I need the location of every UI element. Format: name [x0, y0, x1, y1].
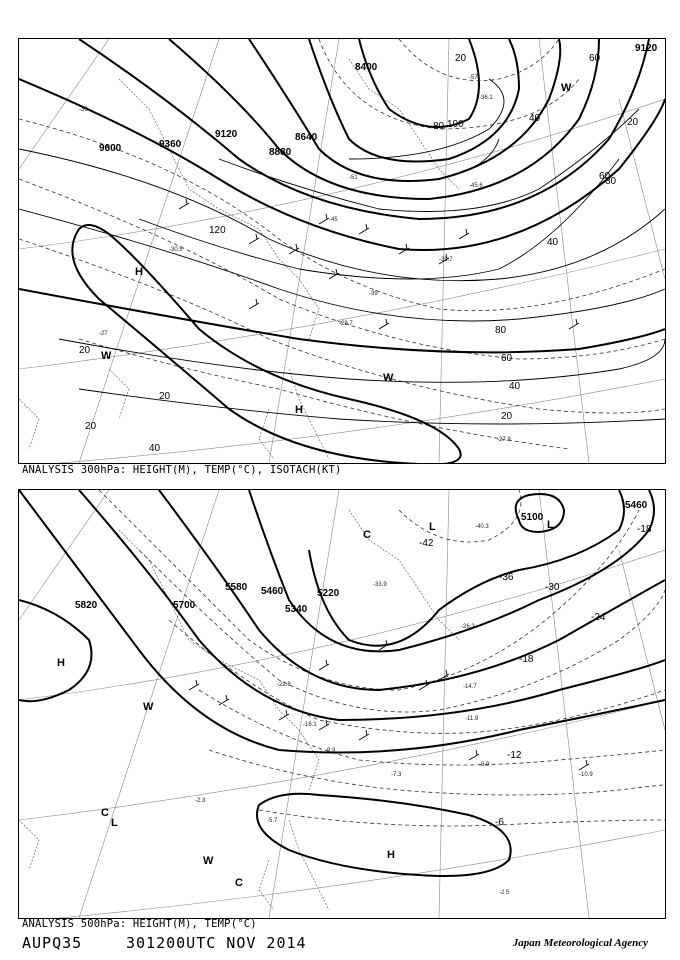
height-label-5460: 5460 [261, 586, 284, 597]
obs-temp-label: -10.9 [579, 772, 593, 778]
obs-temp-label: -5.7 [267, 818, 278, 824]
obs-temp-label: -11.9 [465, 716, 479, 722]
obs-temp-label: -9.9 [325, 748, 336, 754]
temp-label: -27.9 [497, 437, 511, 443]
temp-contours [19, 39, 665, 449]
height-label-5100: 5100 [521, 512, 544, 523]
height-label-5220: 5220 [317, 588, 340, 599]
low-center-marker: L [111, 817, 118, 829]
obs-temp-label: -33.9 [373, 582, 387, 588]
height-label-5340: 5340 [285, 604, 308, 615]
warm-center-marker: W [203, 855, 214, 867]
obs-temp-label: -2.5 [499, 890, 510, 896]
obs-temp-label: -14.7 [463, 684, 477, 690]
isotherm-label: -6 [495, 817, 504, 828]
isotach-label: 100 [447, 119, 464, 130]
isotach-label: 40 [509, 381, 521, 392]
isotach-label: 20 [455, 53, 467, 64]
map-300hpa-caption: ANALYSIS 300hPa: HEIGHT(M), TEMP(°C), ISOTACH(KT) [22, 464, 342, 476]
isotach-label: 80 [433, 121, 445, 132]
height-label-5460-ne: 5460 [625, 500, 648, 511]
high-center-marker: H [57, 657, 65, 669]
map-300hpa-canvas [19, 39, 665, 463]
isotach-label: 80 [605, 176, 617, 187]
low-center-marker: L [429, 521, 436, 533]
isotach-label: 60 [501, 353, 513, 364]
temp-label: -27 [99, 331, 108, 337]
isotherm-label: -36 [499, 572, 514, 583]
high-center-marker: H [387, 849, 395, 861]
temp-label: -45.6 [469, 183, 483, 189]
isotach-label: 20 [79, 345, 91, 356]
height-label-9360: 9360 [159, 139, 182, 150]
height-label-9120: 9120 [215, 129, 238, 140]
temp-label: -39 [369, 291, 378, 297]
isotach-label: 60 [589, 53, 601, 64]
height-label-5820: 5820 [75, 600, 98, 611]
isotherm-label: -42 [419, 538, 434, 549]
cold-center-marker: C [101, 807, 109, 819]
wind-barbs [179, 199, 579, 329]
isotherm-label: -12 [507, 750, 522, 761]
map-300hpa [18, 38, 666, 464]
warm-center-marker: W [383, 372, 394, 384]
height-label-9120-ne: 9120 [635, 43, 658, 54]
valid-time: 301200UTC NOV 2014 [126, 934, 307, 952]
isotach-label: 40 [547, 237, 559, 248]
map-500hpa [18, 489, 666, 919]
height-label-8880: 8880 [269, 147, 292, 158]
warm-center-marker: W [101, 350, 112, 362]
temp-label: -33 [79, 107, 88, 113]
obs-temp-label: -16.1 [303, 722, 317, 728]
temp-label: -57 [469, 75, 478, 81]
map-500hpa-canvas [19, 490, 665, 918]
isotherm-label: -30 [545, 582, 560, 593]
isotach-label: 20 [627, 117, 639, 128]
isotach-label: 40 [149, 443, 161, 454]
isotherm-label: -18 [637, 524, 652, 535]
graticule [19, 39, 665, 463]
temp-label: -51 [349, 175, 358, 181]
height-contours [19, 39, 665, 463]
isotach-contours [19, 79, 665, 424]
chart-code: AUPQ35 [22, 934, 83, 952]
temp-label: -30.5 [169, 247, 183, 253]
isotach-label: 20 [159, 391, 171, 402]
temp-label: -29.7 [339, 321, 353, 327]
isotach-label: 80 [495, 325, 507, 336]
obs-temp-label: -22.8 [277, 682, 291, 688]
isotach-label: 20 [85, 421, 97, 432]
height-label-5580: 5580 [225, 582, 248, 593]
low-center-marker: L [547, 519, 554, 531]
obs-temp-label: -2.3 [195, 798, 206, 804]
isotach-label: 20 [501, 411, 513, 422]
obs-temp-label: -26.3 [461, 624, 475, 630]
map-500hpa-caption: ANALYSIS 500hPa: HEIGHT(M), TEMP(°C) [22, 918, 257, 930]
height-label-9600: 9600 [99, 143, 122, 154]
isotach-label: 60 [599, 171, 611, 182]
graticule [19, 490, 665, 918]
high-center-marker: H [295, 404, 303, 416]
isotach-label: 120 [209, 225, 226, 236]
cold-center-marker: C [235, 877, 243, 889]
height-label-5700: 5700 [173, 600, 196, 611]
isotach-label: 40 [529, 113, 541, 124]
isotherm-label: -24 [591, 612, 606, 623]
agency-credit: Japan Meteorological Agency [512, 937, 648, 949]
warm-center-marker: W [561, 82, 572, 94]
temp-label: -36.1 [479, 95, 493, 101]
high-center-marker: H [135, 266, 143, 278]
cold-center-marker: C [363, 529, 371, 541]
isotherm-label: -18 [519, 654, 534, 665]
warm-center-marker: W [143, 701, 154, 713]
obs-temp-label: -8.9 [479, 762, 490, 768]
coastline [19, 59, 459, 459]
temp-label: -45 [329, 217, 338, 223]
height-label-8640: 8640 [295, 132, 318, 143]
obs-temp-label: -40.3 [475, 524, 489, 530]
temp-label: -39.7 [439, 257, 453, 263]
height-label-8400: 8400 [355, 62, 378, 73]
obs-temp-label: -7.3 [391, 772, 402, 778]
